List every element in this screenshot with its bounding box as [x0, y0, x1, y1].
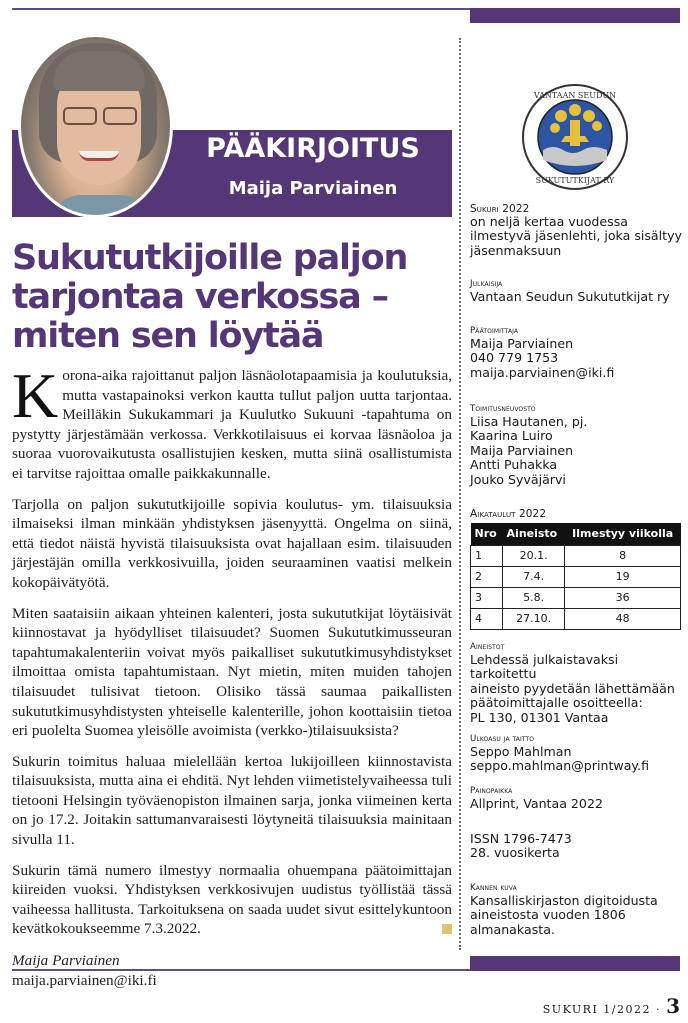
sidebar-text: Allprint, Vantaa 2022	[470, 796, 603, 811]
sidebar-cover	[470, 882, 682, 937]
board-member: Liisa Hautanen, pj.	[470, 414, 588, 429]
table-cell: 20.1.	[503, 545, 565, 566]
column-header: Nro	[471, 523, 503, 545]
sidebar-label: Aineistot	[470, 642, 505, 652]
sidebar-text: aineisto pyydetään lähettämään	[470, 680, 675, 696]
svg-text:SUKUTUTKIJAT RY: SUKUTUTKIJAT RY	[535, 176, 615, 185]
article-paragraph: Miten saataisiin aikaan yhteinen kalenteri, josta sukututkijat löytäisivät kiinnostavat ja hyödylliset tilaisuudet? Suomen Sukututkimusseuran tapahtumakalenteriin voivat myös paikalliset sukututkimusyhdistykset ilmoittaa omista tapahtumistaan. Nyt mietin, miten muiden tahojen tilaisuudet tulisivat tietoon. Olisiko tässä saumaa paikallisten sukututkimusyhdistysten yhteiselle kalenterille, johon koottaisiin tietoa eri puolelta Suomea yleisölle avoimista (verkko-)tilaisuuksista?	[12, 604, 452, 740]
bottom-rule	[12, 969, 470, 971]
sidebar-editor	[470, 325, 682, 380]
issn: ISSN 1796-7473	[470, 831, 572, 846]
page-footer	[543, 994, 680, 1018]
sidebar-label: Päätoimittaja	[470, 326, 519, 336]
article-paragraph: Sukurin toimitus haluaa mielellään kertoa lukijoilleen kiinnostavista tilaisuuksista, mutta aina ei ehditä. Nyt lehden viimetistelyvaiheessa tuli tietooni Helsingin työväenopiston ilmainen sarja, jonka viimeinen kerta on jo 17.2. Joitakin sattumanvaraisesti löytyneitä tilaisuuksia mainitaan sivulla 11.	[12, 752, 452, 849]
sidebar-issn	[470, 832, 682, 861]
article-paragraph: Tarjolla on paljon sukututkijoille sopivia koulutus- ym. tilaisuuksia ilmaiseksi ilman minkään yhdistyksen jäsenyyttä. Ongelma on siinä, että tiedot näistä hyvistä tilaisuuksista ovat hajallaan esim. tilaisuuden järjestäjän omilla verkkosivuilla, joiden seuraaminen vaatisi melkein kokopäivätyötä.	[12, 495, 452, 591]
headline-line: miten sen löytää	[12, 316, 324, 356]
sidebar-text: almanakasta.	[470, 921, 555, 937]
table-cell: 1	[471, 545, 503, 566]
sidebar-label: Sukuri 2022	[470, 203, 530, 215]
sidebar-publisher	[470, 278, 682, 304]
board-member: Jouko Syväjärvi	[470, 471, 566, 487]
table-cell: 48	[565, 608, 681, 629]
table-cell: 4	[471, 608, 503, 629]
table-cell: 3	[471, 587, 503, 608]
table-row	[471, 545, 681, 566]
signature-name: Maija Parviainen	[12, 952, 120, 970]
board-member: Antti Puhakka	[470, 457, 558, 473]
table-cell: 36	[565, 587, 681, 608]
column-divider	[459, 38, 461, 950]
bottom-accent-bar	[470, 956, 680, 971]
column-header: Ilmestyy viikolla	[565, 523, 681, 545]
svg-text:VANTAAN SEUDUN: VANTAAN SEUDUN	[533, 91, 617, 100]
article-paragraph: Sukurin tämä numero ilmestyy normaalia ohuempana päätoimittajan kiireiden vuoksi. Yhdistyksen verkkosivujen uudistus työllistää tässä vaiheessa hallitusta. Tarkoituksena on saada uudet sivut esittelykuntoon kevätkokoukseemme 7.3.2022.	[12, 861, 452, 938]
top-rule	[12, 8, 470, 10]
author-portrait	[18, 34, 173, 218]
sidebar-board	[470, 403, 682, 487]
column-header: Aineisto	[503, 523, 565, 545]
table-row	[471, 566, 681, 587]
editor-phone: 040 779 1753	[470, 350, 559, 366]
sidebar-text: päätoimittajalle osoitteella:	[470, 695, 643, 711]
signature-email[interactable]: maija.parviainen@iki.fi	[12, 972, 157, 990]
board-member: Kaarina Luiro	[470, 428, 553, 444]
society-logo	[521, 82, 629, 192]
sidebar-label: Kannen kuva	[470, 883, 517, 893]
headline-line: tarjontaa verkossa –	[12, 277, 388, 317]
table-row	[471, 608, 681, 629]
article-headline	[12, 239, 452, 356]
sidebar-label: Toimitusneuvosto	[470, 404, 536, 414]
sidebar-schedule	[470, 508, 682, 630]
sidebar-label: Julkaisija	[470, 279, 503, 289]
table-cell: 2	[471, 566, 503, 587]
article-body	[12, 360, 452, 991]
sidebar-text: PL 130, 01301 Vantaa	[470, 709, 609, 725]
table-header-row	[471, 523, 681, 545]
sidebar-text: Vantaan Seudun Sukututkijat ry	[470, 289, 670, 304]
sidebar-text: aineistosta vuoden 1806	[470, 907, 626, 923]
signature	[12, 951, 452, 991]
table-row	[471, 587, 681, 608]
table-cell: 5.8.	[503, 587, 565, 608]
layout-email[interactable]: seppo.mahlman@printway.fi	[470, 758, 650, 774]
sidebar-intro	[470, 203, 682, 258]
sidebar-label: Ulkoasu ja taitto	[470, 734, 535, 744]
table-cell: 8	[565, 545, 681, 566]
sidebar-materials	[470, 641, 682, 725]
volume: 28. vuosikerta	[470, 845, 560, 861]
drop-cap: K	[12, 360, 59, 431]
page-number: 3	[666, 994, 680, 1018]
table-cell: 19	[565, 566, 681, 587]
sidebar-text: Kansalliskirjaston digitoidusta	[470, 893, 658, 908]
sidebar-printer	[470, 785, 682, 811]
sidebar-text: on neljä kertaa vuodessa ilmestyvä jäsenlehti, joka sisältyy jäsenmaksuun	[470, 214, 682, 258]
editor-name: Maija Parviainen	[470, 336, 574, 351]
article-paragraph: Korona-aika rajoittanut paljon läsnäolotapaamisia ja koulutuksia, mutta vastapainoksi verkon kautta tullut paljon uutta tarjontaa. Meilläkin Sukukammari ja Kuulutko Sukuuni -tapahtuma on pystytty järjestämään verkossa. Verkkotilaisuus ei korvaa läsnäoloa ja suoraa vuorovaikutusta osallistujien kesken, mutta siinä osallistumista ei tarvitse rajoittaa omalle paikkakunnalle.	[12, 360, 452, 482]
layout-name: Seppo Mahlman	[470, 744, 572, 759]
top-accent-bar	[470, 8, 680, 23]
table-cell: 7.4.	[503, 566, 565, 587]
sidebar-label: Painopaikka	[470, 786, 513, 796]
sidebar-layout	[470, 733, 682, 774]
headline-line: Sukututkijoille paljon	[12, 238, 408, 278]
board-member: Maija Parviainen	[470, 442, 574, 458]
section-title: PÄÄKIRJOITUS	[206, 133, 420, 164]
editor-email[interactable]: maija.parviainen@iki.fi	[470, 364, 615, 380]
sidebar-label: Aikataulut 2022	[470, 508, 547, 520]
sidebar-text: Lehdessä julkaistavaksi tarkoitettu	[470, 652, 619, 682]
schedule-table	[470, 523, 681, 630]
end-of-article-mark	[442, 924, 452, 934]
header-author: Maija Parviainen	[228, 178, 398, 199]
magazine-issue: SUKURI 1/2022 ·	[542, 1003, 661, 1016]
table-cell: 27.10.	[503, 608, 565, 629]
